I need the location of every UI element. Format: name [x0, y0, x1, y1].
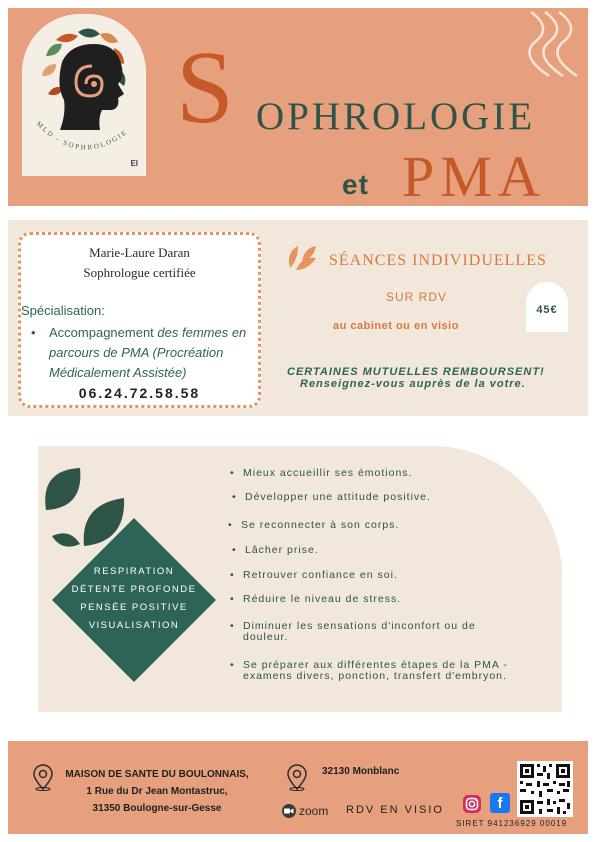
- technique-item: VISUALISATION: [88, 620, 180, 631]
- benefit-item: • Diminuer les sensations d'inconfort ou de douleur.: [230, 620, 476, 643]
- seances-location: au cabinet ou en visio: [333, 320, 459, 332]
- title-pma: PMA: [402, 144, 546, 206]
- benefit-item: • Mieux accueillir ses émotions.: [230, 467, 413, 479]
- benefit-item: • Développer une attitude positive.: [232, 491, 431, 503]
- zoom-camera-icon: [280, 804, 298, 818]
- phone-number[interactable]: 06.24.72.58.58: [78, 385, 201, 401]
- mutuelles-notice: CERTAINES MUTUELLES REMBOURSENT!: [287, 366, 545, 378]
- address-name: MAISON DE SANTE DU BOULONNAIS,: [65, 769, 249, 780]
- header-banner: [8, 8, 588, 206]
- specialisation-item: [31, 323, 261, 383]
- address-secondary: 32130 Monblanc: [322, 766, 400, 777]
- address-city: 31350 Boulogne-sur-Gesse: [92, 803, 222, 814]
- decorative-wave-lines-icon: [523, 8, 583, 88]
- benefit-item: • Retrouver confiance en soi.: [230, 569, 398, 581]
- technique-item: RESPIRATION: [93, 566, 175, 577]
- benefit-item: • Réduire le niveau de stress.: [230, 593, 402, 605]
- specialisation-label: Spécialisation:: [21, 303, 105, 318]
- technique-item: DÉTENTE PROFONDE: [71, 584, 197, 595]
- benefit-item: • Lâcher prise.: [232, 544, 319, 556]
- title-first-letter: S: [176, 30, 234, 145]
- specialisation-detail: des femmes en parcours de PMA (Procréation Médicalement Assistée): [49, 325, 247, 380]
- siret-number: SIRET 941236929 00019: [456, 819, 568, 828]
- location-pin-icon: [32, 763, 54, 791]
- bullet-icon: •: [232, 491, 237, 503]
- seances-title: SÉANCES INDIVIDUELLES: [329, 252, 547, 269]
- specialisation-text: Accompagnement: [49, 325, 158, 340]
- address-main: [64, 766, 250, 817]
- mutuelles-advice: Renseignez-vous auprès de la votre.: [300, 378, 526, 390]
- logo: [22, 14, 146, 176]
- leaf-sprig-icon: [286, 242, 322, 272]
- benefit-item: • Se reconnecter à son corps.: [228, 519, 400, 531]
- info-band: [8, 220, 588, 416]
- techniques-diamond: [52, 518, 216, 682]
- bullet-icon: •: [230, 569, 235, 581]
- logo-badge: EI: [130, 159, 138, 168]
- head-silhouette-logo-icon: [22, 14, 146, 176]
- bullet-icon: •: [228, 519, 233, 531]
- zoom-label: zoom: [299, 804, 329, 818]
- instagram-icon[interactable]: [463, 795, 481, 813]
- bullet-icon: •: [31, 325, 36, 340]
- benefits-panel: [38, 446, 562, 712]
- qr-code-icon: [517, 761, 573, 817]
- rdv-visio: RDV EN VISIO: [346, 804, 444, 816]
- seances-rdv: SUR RDV: [386, 290, 448, 304]
- techniques-list: [52, 563, 216, 635]
- title-sophrologie: OPHROLOGIE: [256, 95, 536, 138]
- bullet-icon: •: [230, 593, 235, 605]
- facebook-icon[interactable]: f: [490, 793, 510, 813]
- price-badge: 45€: [526, 282, 568, 332]
- bullet-icon: •: [230, 620, 235, 632]
- technique-item: PENSÉE POSITIVE: [80, 602, 188, 613]
- practitioner-name: Marie-Laure Daran: [89, 245, 190, 260]
- bullet-icon: •: [232, 544, 237, 556]
- footer-banner: [8, 741, 588, 834]
- practitioner-card: [18, 232, 261, 408]
- practitioner-role: Sophrologue certifiée: [83, 265, 196, 280]
- benefit-item: • Se préparer aux différentes étapes de la PMA - examens divers, ponction, transfert d'embryon.: [230, 659, 508, 682]
- bullet-icon: •: [230, 467, 235, 479]
- location-pin-icon: [286, 763, 308, 791]
- svg-text:MLD - SOPHROLOGIE: MLD - SOPHROLOGIE: [34, 119, 130, 152]
- address-street: 1 Rue du Dr Jean Montastruc,: [86, 786, 228, 797]
- title-et: et: [342, 169, 369, 200]
- bullet-icon: •: [230, 659, 235, 671]
